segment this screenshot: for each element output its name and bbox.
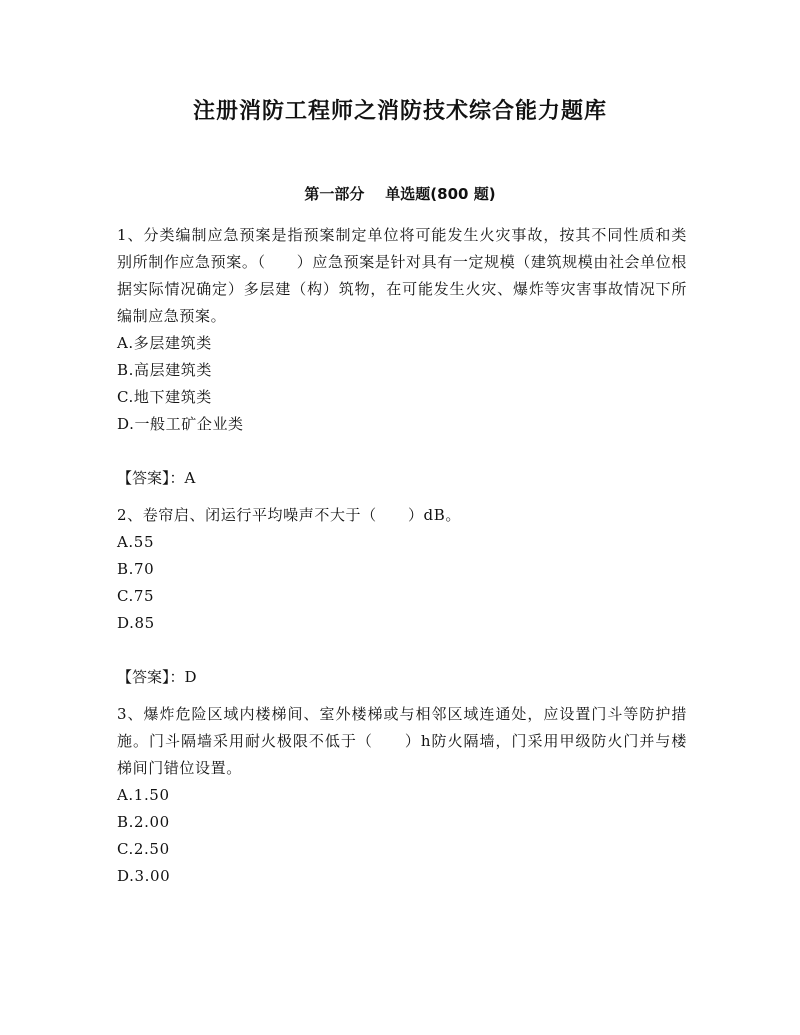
document-title: 注册消防工程师之消防技术综合能力题库 [192, 99, 607, 124]
option-c: C.2.50 [117, 840, 170, 858]
question-list [117, 222, 687, 890]
option-b: B.2.00 [117, 813, 170, 831]
option-c: C.地下建筑类 [117, 388, 212, 406]
answer-line: 【答案】：D [117, 668, 197, 686]
question-stem: 3、爆炸危险区域内楼梯间、室外楼梯或与相邻区域连通处，应设置门斗等防护措施。门斗隔墙采用耐火极限不低于（ ）h防火隔墙，门采用甲级防火门并与楼梯间门错位设置。 [117, 705, 687, 777]
option-a: A.55 [117, 533, 155, 551]
option-d: D.85 [117, 614, 155, 632]
question-item [117, 222, 687, 492]
option-d: D.3.00 [117, 867, 171, 885]
option-d: D.一般工矿企业类 [117, 415, 244, 433]
section-heading: 第一部分 单选题(800 题) [304, 185, 496, 203]
option-b: B.高层建筑类 [117, 361, 212, 379]
option-c: C.75 [117, 587, 155, 605]
option-a: A.多层建筑类 [117, 334, 212, 352]
question-item [117, 502, 687, 691]
answer-line: 【答案】：A [117, 469, 196, 487]
question-item [117, 701, 687, 890]
option-a: A.1.50 [117, 786, 170, 804]
question-stem: 1、分类编制应急预案是指预案制定单位将可能发生火灾事故，按其不同性质和类别所制作应急预案。（ ）应急预案是针对具有一定规模（建筑规模由社会单位根据实际情况确定）多层建（构）筑物，在可能发生火灾、爆炸等灾害事故情况下所编制应急预案。 [117, 226, 687, 325]
option-b: B.70 [117, 560, 155, 578]
question-stem: 2、卷帘启、闭运行平均噪声不大于（ ）dB。 [117, 506, 461, 524]
